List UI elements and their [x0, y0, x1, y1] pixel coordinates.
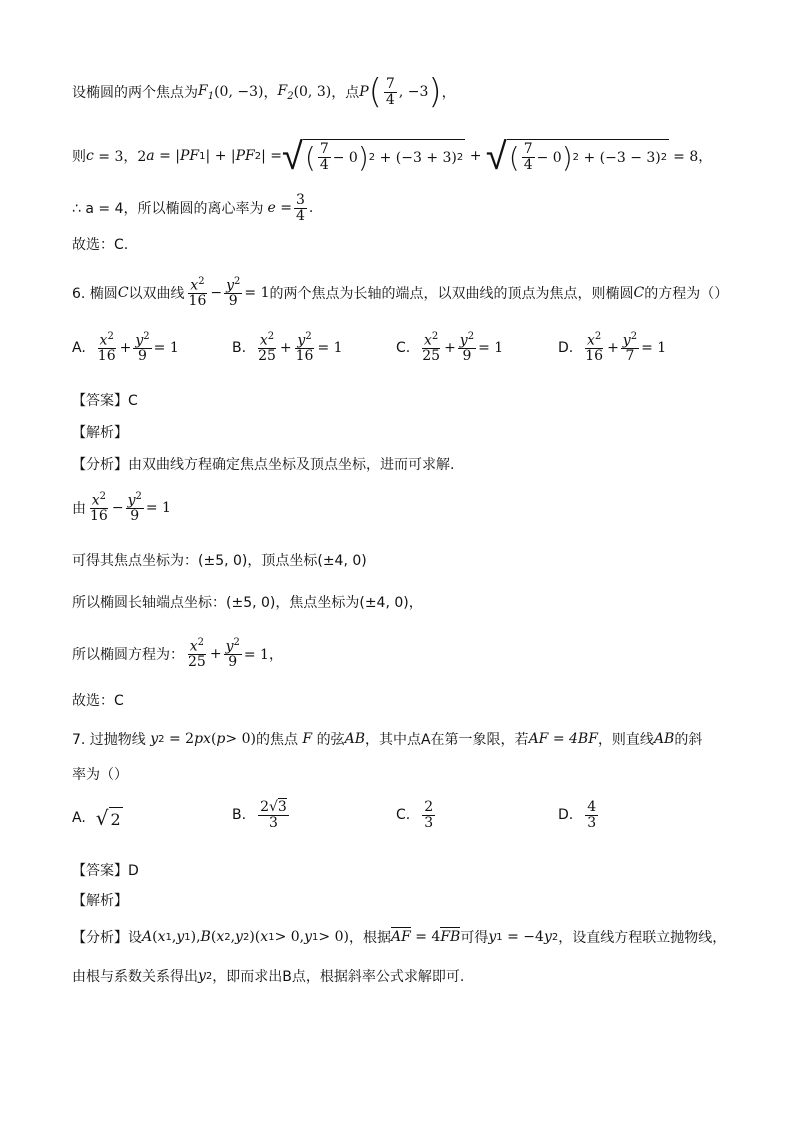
option-label: B.	[232, 340, 247, 357]
q6-step3: 所以椭圆长轴端点坐标：(±5, 0)，焦点坐标为(±4, 0)，	[72, 595, 423, 611]
text: 【分析】设	[72, 930, 142, 946]
q6-analysis: 【分析】由双曲线方程确定焦点坐标及顶点坐标，进而可求解.	[72, 457, 455, 473]
text: = 1	[244, 285, 270, 301]
math: | =	[261, 148, 283, 164]
text: ，根据	[348, 930, 391, 946]
text: ，点	[331, 85, 360, 101]
math: = 3，2	[93, 149, 147, 165]
math-f2-coord: (0, 3)	[293, 84, 332, 100]
q7-option-d[interactable]: D. $\frac{4}{3}$	[558, 799, 597, 831]
text: 的弦	[316, 732, 345, 748]
q6-analysis-head: 【解析】	[72, 425, 128, 441]
math-f2: $F_2$	[277, 82, 294, 102]
sqrt-expression: √ ( $\frac{7}{4}$ − 0 ) 2 + (−3 + 3) 2	[282, 134, 464, 178]
sqrt-expression: √ ( $\frac{7}{4}$ − 0 ) 2 + (−3 − 3) 2	[485, 134, 668, 178]
q6-step2: 可得其焦点坐标为：(±5, 0)，顶点坐标(±4, 0)	[72, 553, 367, 569]
math: PF	[235, 148, 255, 164]
line-eccentricity	[72, 188, 313, 228]
text: 所以椭圆方程为：	[72, 647, 184, 663]
text: 则	[72, 149, 86, 165]
math: AB	[344, 731, 365, 747]
text: = 8，	[673, 149, 713, 165]
text: ∴ a = 4，所以椭圆的离心率为	[72, 201, 264, 217]
text: ，	[441, 85, 456, 101]
choose-line: 故选：C.	[72, 237, 129, 253]
q7-stem-line2: 率为（）	[72, 767, 128, 783]
q6-answer: 【答案】C	[72, 393, 138, 409]
math: +	[465, 148, 486, 164]
option-label: A.	[72, 810, 86, 826]
vector-af: AF	[390, 929, 411, 945]
text: 的斜	[674, 732, 703, 748]
math: AB	[653, 731, 675, 747]
fraction: $\frac{7}{4}$	[385, 75, 395, 108]
math-p: P	[359, 84, 369, 100]
paren: (	[368, 72, 382, 112]
q6-stem: 6. 椭圆 C 以双曲线 $\frac{x^2}{16}$ − $\frac{y^2}{9}$ = 1 的两个焦点为长轴的端点，以双曲线的顶点为焦点，则椭圆 C 的方程为（）	[72, 275, 729, 310]
math: A	[142, 929, 153, 945]
q6-step4: 所以椭圆方程为： $\frac{x^2}{25}$ + $\frac{y^2}{9}$ = 1，	[72, 636, 283, 671]
q6-option-d[interactable]: D. $\frac{x^2}{16}$ + $\frac{y^2}{7}$ = 1	[558, 331, 667, 365]
math: c	[86, 148, 94, 164]
option-label: A.	[72, 340, 86, 357]
q7-answer: 【答案】D	[72, 863, 139, 879]
math: a	[146, 148, 155, 164]
paren: )	[428, 72, 442, 112]
math-f1-coord: (0, −3)	[214, 84, 264, 100]
text: ，则直线	[597, 732, 654, 748]
option-label: D.	[558, 340, 574, 357]
q6-option-b[interactable]: B. $\frac{x^2}{25}$ + $\frac{y^2}{16}$ = 1	[232, 331, 343, 365]
q6-option-c[interactable]: C. $\frac{x^2}{25}$ + $\frac{y^2}{9}$ = 1	[396, 331, 504, 365]
q7-option-b[interactable]: B. $\frac{2√3}{3}$	[232, 799, 287, 831]
math: = |	[154, 148, 181, 164]
text: 6. 椭圆	[72, 286, 118, 302]
text: ，设直线方程联立抛物线，	[558, 930, 727, 946]
q6-choose: 故选：C	[72, 693, 124, 709]
fraction: $\frac{x^2}{16}$	[188, 275, 207, 310]
text: 的方程为（）	[644, 286, 729, 302]
text: 由根与系数关系得出	[72, 969, 198, 985]
text: 设椭圆的两个焦点为	[72, 85, 198, 101]
text: .	[308, 200, 314, 216]
q7-stem: 7. 过抛物线 y 2 = 2 px ( p > 0) 的焦点 F 的弦 AB ，其中点A在第一象限，若 AF = 4BF ，则直线 AB 的斜	[72, 731, 703, 748]
math: | + |	[205, 148, 236, 164]
math: PF	[180, 148, 200, 164]
math: C	[117, 285, 129, 301]
math: y	[488, 929, 497, 945]
math: y	[198, 968, 206, 984]
text: ，即而求出B点，根据斜率公式求解即可.	[212, 969, 465, 985]
text: 以双曲线	[128, 286, 185, 302]
fraction: $\frac{3}{4}$	[295, 191, 305, 224]
q7-analysis-line2: 由根与系数关系得出 y 2 ，即而求出B点，根据斜率公式求解即可.	[72, 968, 465, 985]
fraction: $\frac{y^2}{9}$	[226, 275, 241, 310]
math: F	[297, 731, 317, 747]
q7-analysis-head: 【解析】	[72, 893, 128, 909]
q6-option-a[interactable]: A. $\frac{x^2}{16}$ + $\frac{y^2}{9}$ = 1	[72, 331, 179, 365]
text: 的焦点	[255, 732, 298, 748]
vector-fb: FB	[440, 929, 461, 945]
q7-option-a[interactable]: A. √ 2	[72, 806, 121, 830]
math: C	[633, 285, 645, 301]
text: ，	[263, 85, 278, 101]
text: ，其中点A在第一象限，若	[364, 732, 529, 748]
line-foci	[72, 72, 456, 112]
option-label: D.	[558, 807, 574, 824]
q7-analysis: 【分析】设 A ( x 1 , y 1 ), B ( x 2 , y 2 )( x 1 > 0, y 1 > 0) ，根据 AF = 4 FB 可得 y 1 = −4 y 2 ，设直线方程联立抛物线，	[72, 929, 727, 946]
math: AF = 4BF	[528, 731, 598, 747]
option-label: C.	[396, 807, 411, 824]
text: 由	[72, 501, 86, 517]
math: , −3	[398, 84, 429, 100]
math: e =	[267, 200, 292, 216]
math: y	[145, 731, 159, 747]
text: 的两个焦点为长轴的端点，以双曲线的顶点为焦点，则椭圆	[269, 286, 634, 302]
q7-option-c[interactable]: C. $\frac{2}{3}$	[396, 799, 434, 831]
option-label: C.	[396, 340, 411, 357]
option-label: B.	[232, 807, 247, 824]
line-2a: 则 c = 3，2 a = | PF 1 | + | PF 2 | = √ ( $\frac{7}{4}$ − 0 ) 2 + (−3 + 3) 2 + √ ( $\frac{7}{4}$ − 0 ) 2 + (−3 − 3) 2 = 8，	[72, 134, 713, 178]
math-f1: $F_1$	[198, 82, 215, 102]
text: = 1，	[243, 647, 283, 663]
q6-step1: 由 $\frac{x^2}{16}$ − $\frac{y^2}{9}$ = 1	[72, 490, 171, 525]
text: 可得	[460, 930, 489, 946]
text: 7. 过抛物线	[72, 732, 146, 748]
